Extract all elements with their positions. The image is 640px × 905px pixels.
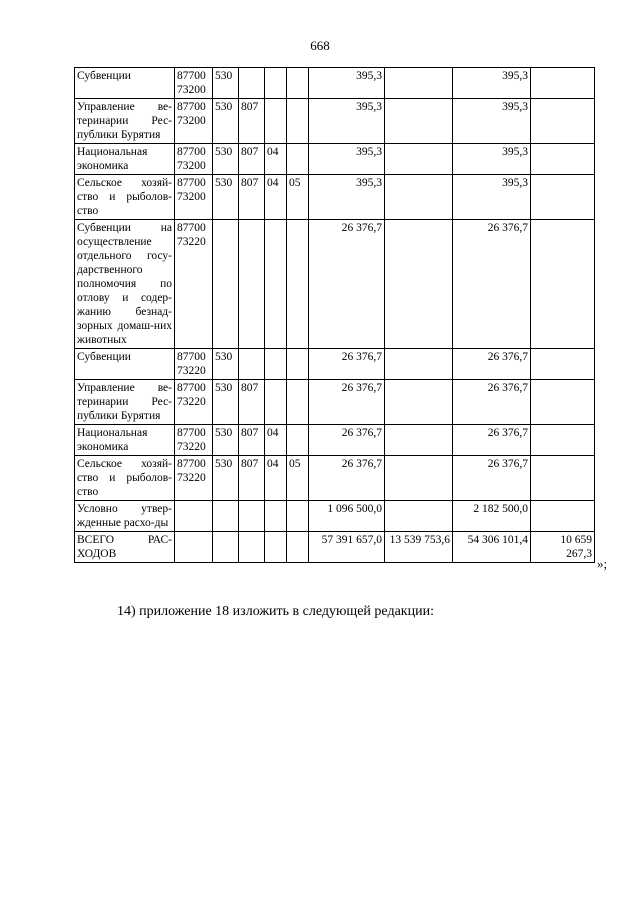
section-code	[265, 68, 287, 99]
section-code	[265, 501, 287, 532]
target-article-code: 87700 73200	[175, 68, 213, 99]
table-row	[75, 220, 595, 349]
row-name: Национальная экономика	[75, 144, 175, 175]
subvention-year-1	[385, 349, 453, 380]
subsection-code	[287, 532, 309, 563]
department-code	[239, 532, 265, 563]
sum-year-1: 1 096 500,0	[309, 501, 385, 532]
table-row	[75, 501, 595, 532]
sum-year-1: 26 376,7	[309, 380, 385, 425]
sum-year-1: 395,3	[309, 99, 385, 144]
expense-type-code: 530	[213, 68, 239, 99]
department-code	[239, 501, 265, 532]
row-name: ВСЕГО РАС-ХОДОВ	[75, 532, 175, 563]
subvention-year-1	[385, 220, 453, 349]
section-code	[265, 99, 287, 144]
section-code: 04	[265, 144, 287, 175]
subvention-year-2	[531, 456, 595, 501]
section-code: 04	[265, 456, 287, 501]
expense-type-code	[213, 532, 239, 563]
subsection-code: 05	[287, 175, 309, 220]
row-name: Управление ве-теринарии Рес-публики Бурятия	[75, 380, 175, 425]
budget-table	[74, 67, 595, 563]
target-article-code: 87700 73200	[175, 99, 213, 144]
subvention-year-1	[385, 456, 453, 501]
sum-year-2: 26 376,7	[453, 349, 531, 380]
table-row	[75, 456, 595, 501]
closing-quote-mark: »;	[597, 556, 608, 571]
target-article-code: 87700 73200	[175, 144, 213, 175]
sum-year-1: 395,3	[309, 68, 385, 99]
subvention-year-1: 13 539 753,6	[385, 532, 453, 563]
section-code: 04	[265, 175, 287, 220]
department-code	[239, 68, 265, 99]
expense-type-code: 530	[213, 144, 239, 175]
table-row	[75, 99, 595, 144]
row-name: Сельское хозяй-ство и рыболов-ство	[75, 175, 175, 220]
table-row	[75, 425, 595, 456]
target-article-code: 87700 73220	[175, 425, 213, 456]
subsection-code	[287, 501, 309, 532]
subvention-year-1	[385, 175, 453, 220]
subsection-code	[287, 349, 309, 380]
expense-type-code	[213, 220, 239, 349]
sum-year-1: 395,3	[309, 144, 385, 175]
section-code	[265, 349, 287, 380]
total-row	[75, 532, 595, 563]
subvention-year-1	[385, 99, 453, 144]
section-code	[265, 532, 287, 563]
subvention-year-1	[385, 380, 453, 425]
table-row	[75, 144, 595, 175]
subvention-year-2	[531, 175, 595, 220]
sum-year-2: 54 306 101,4	[453, 532, 531, 563]
department-code: 807	[239, 175, 265, 220]
subvention-year-1	[385, 425, 453, 456]
subsection-code	[287, 99, 309, 144]
subvention-year-1	[385, 144, 453, 175]
row-name: Условно утвер-жденные расхо-ды	[75, 501, 175, 532]
target-article-code: 87700 73220	[175, 380, 213, 425]
department-code	[239, 220, 265, 349]
subsection-code	[287, 220, 309, 349]
page-number: 668	[310, 38, 330, 53]
subvention-year-2	[531, 220, 595, 349]
sum-year-2: 26 376,7	[453, 380, 531, 425]
expense-type-code: 530	[213, 380, 239, 425]
target-article-code	[175, 501, 213, 532]
target-article-code: 87700 73220	[175, 220, 213, 349]
expense-type-code	[213, 501, 239, 532]
row-name: Субвенции	[75, 349, 175, 380]
sum-year-1: 26 376,7	[309, 349, 385, 380]
sum-year-2: 26 376,7	[453, 425, 531, 456]
row-name: Национальная экономика	[75, 425, 175, 456]
subvention-year-2	[531, 99, 595, 144]
subsection-code	[287, 144, 309, 175]
section-code	[265, 380, 287, 425]
sum-year-1: 57 391 657,0	[309, 532, 385, 563]
expense-type-code: 530	[213, 99, 239, 144]
target-article-code: 87700 73220	[175, 349, 213, 380]
row-name: Управление ве-теринарии Рес-публики Бурятия	[75, 99, 175, 144]
table-row	[75, 349, 595, 380]
sum-year-2: 395,3	[453, 144, 531, 175]
table-row	[75, 68, 595, 99]
department-code: 807	[239, 99, 265, 144]
department-code	[239, 349, 265, 380]
expense-type-code: 530	[213, 456, 239, 501]
subvention-year-2	[531, 144, 595, 175]
subvention-year-1	[385, 501, 453, 532]
subvention-year-2	[531, 349, 595, 380]
subvention-year-2: 10 659 267,3	[531, 532, 595, 563]
sum-year-1: 26 376,7	[309, 456, 385, 501]
sum-year-2: 26 376,7	[453, 220, 531, 349]
subvention-year-2	[531, 501, 595, 532]
target-article-code: 87700 73220	[175, 456, 213, 501]
sum-year-2: 395,3	[453, 68, 531, 99]
row-name: Субвенции на осуществление отдельного госу-дарственного полномочия по отлову и содер-жанию безнад-зорных домаш-них животных	[75, 220, 175, 349]
department-code: 807	[239, 380, 265, 425]
expense-type-code: 530	[213, 175, 239, 220]
department-code: 807	[239, 144, 265, 175]
sum-year-2: 26 376,7	[453, 456, 531, 501]
table-row	[75, 175, 595, 220]
subvention-year-2	[531, 380, 595, 425]
subsection-code	[287, 425, 309, 456]
target-article-code	[175, 532, 213, 563]
sum-year-2: 2 182 500,0	[453, 501, 531, 532]
expense-type-code: 530	[213, 349, 239, 380]
subsection-code	[287, 380, 309, 425]
sum-year-2: 395,3	[453, 99, 531, 144]
sum-year-1: 395,3	[309, 175, 385, 220]
section-code: 04	[265, 425, 287, 456]
subsection-code: 05	[287, 456, 309, 501]
sum-year-2: 395,3	[453, 175, 531, 220]
subvention-year-2	[531, 68, 595, 99]
expense-type-code: 530	[213, 425, 239, 456]
target-article-code: 87700 73200	[175, 175, 213, 220]
subvention-year-1	[385, 68, 453, 99]
row-name: Субвенции	[75, 68, 175, 99]
department-code: 807	[239, 425, 265, 456]
subsection-code	[287, 68, 309, 99]
subvention-year-2	[531, 425, 595, 456]
sum-year-1: 26 376,7	[309, 425, 385, 456]
department-code: 807	[239, 456, 265, 501]
table-row	[75, 380, 595, 425]
sum-year-1: 26 376,7	[309, 220, 385, 349]
row-name: Сельское хозяй-ство и рыболов-ство	[75, 456, 175, 501]
amendment-paragraph: 14) приложение 18 изложить в следующей редакции:	[117, 604, 434, 619]
section-code	[265, 220, 287, 349]
